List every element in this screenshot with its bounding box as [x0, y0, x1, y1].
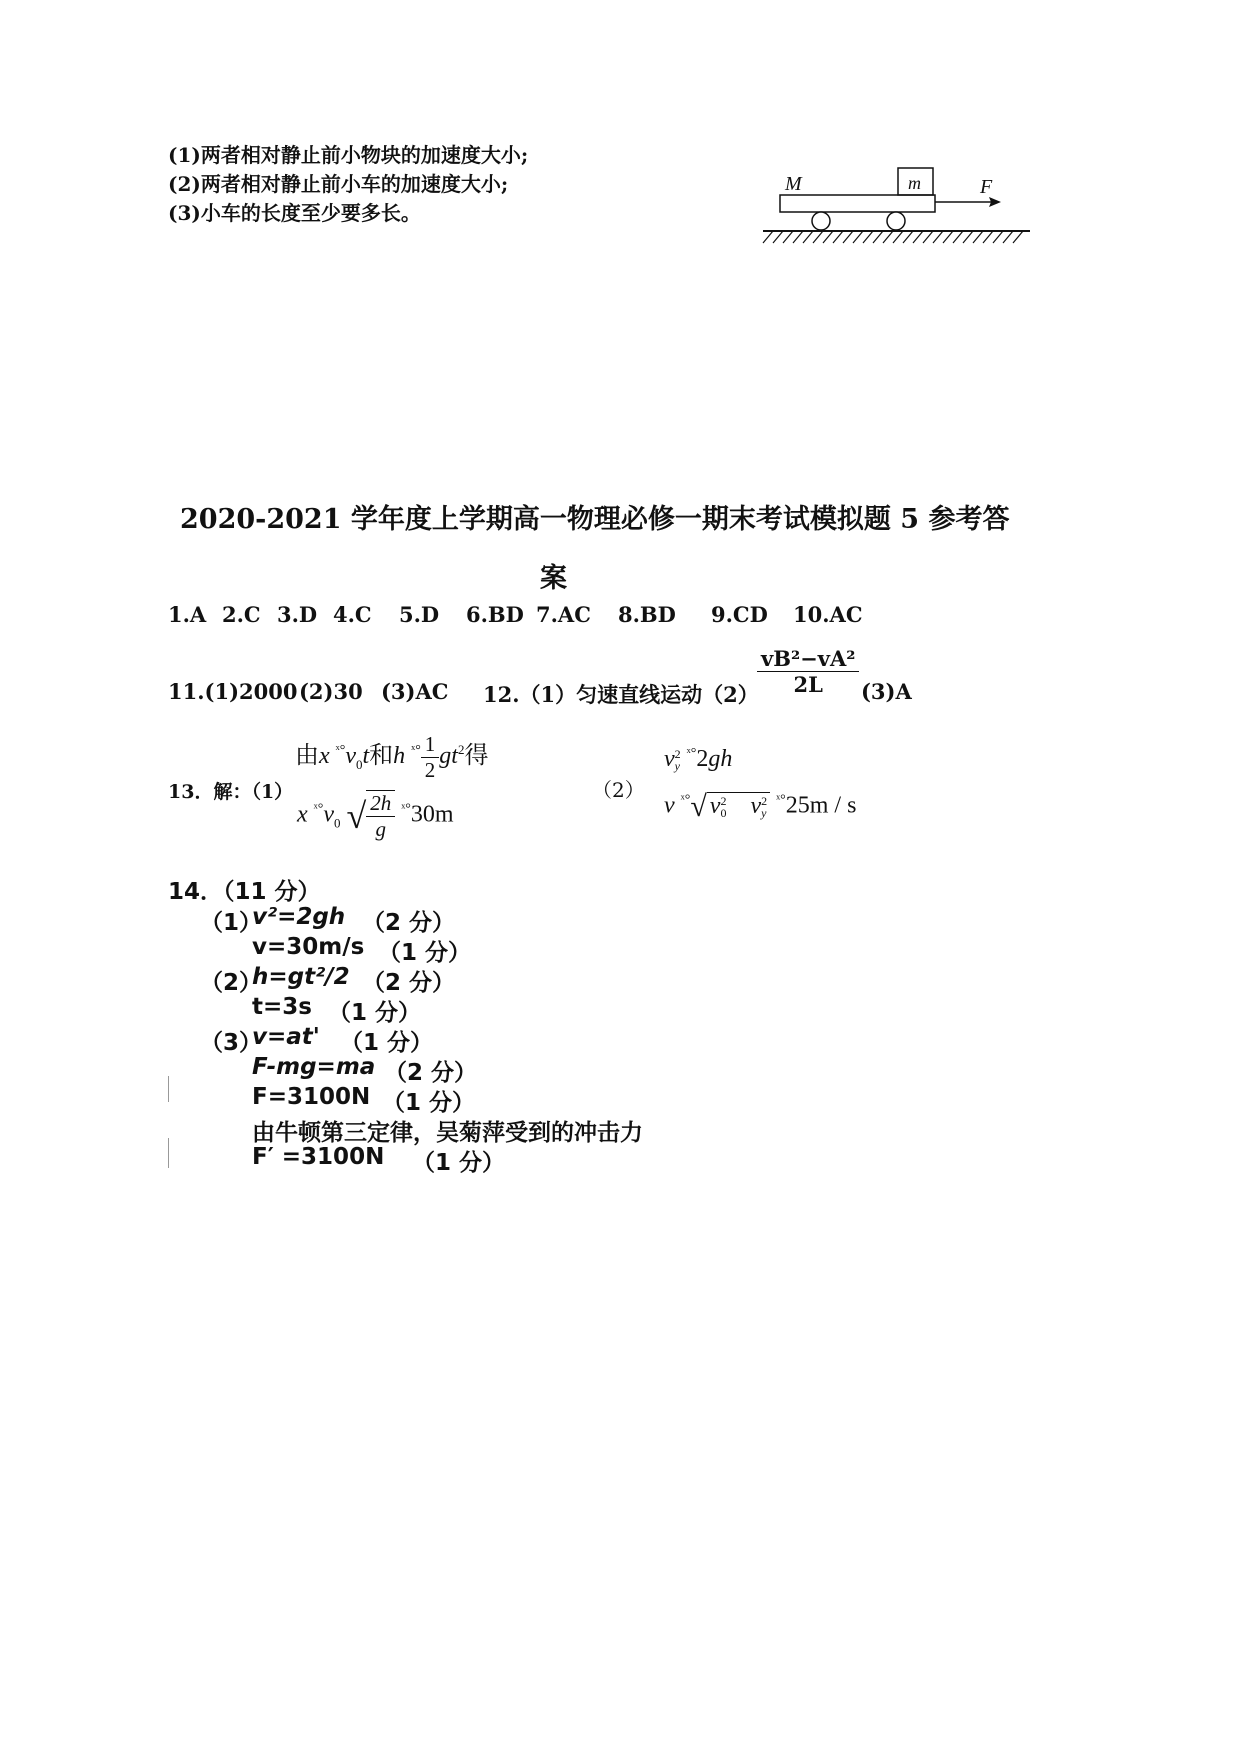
- q13-eq3: v 2 y $^{ˣ^\circ}$2gh: [664, 746, 733, 774]
- mc-answer-7: 7.AC: [536, 602, 591, 627]
- q14-eq-9: F′ =3100N: [252, 1144, 385, 1170]
- mc-answer-10: 10.AC: [793, 602, 863, 627]
- q13-part2-label: （2）: [592, 778, 645, 802]
- q13-de: 得: [464, 743, 489, 770]
- q13-he: 和: [369, 743, 394, 770]
- q14-label-1: （1）: [200, 910, 263, 936]
- q14-score-6: （2 分）: [384, 1060, 478, 1086]
- q14-eq-2: v=30m/s: [252, 934, 365, 960]
- q12-part3: (3)A: [861, 679, 912, 704]
- answer-title-line2: 案: [540, 563, 567, 594]
- label-M: M: [785, 173, 802, 195]
- q14-label-3: （3）: [200, 1030, 263, 1056]
- question-1: (1)两者相对静止前小物块的加速度大小;: [168, 143, 529, 167]
- q12-frac-denominator: 2L: [793, 672, 823, 697]
- mc-answer-8: 8.BD: [618, 602, 676, 627]
- q13-result2: 25m / s: [785, 792, 857, 819]
- answer-title-line1: 2020-2021 学年度上学期高一物理必修一期末考试模拟题 5 参考答: [180, 504, 1010, 535]
- q13-result1: 30m: [410, 801, 454, 828]
- q12-label: 12.（1）匀速直线运动（2）: [483, 682, 759, 707]
- q13-half-num: 1: [421, 732, 440, 758]
- q14-score-5: （1 分）: [340, 1030, 434, 1056]
- question-3: (3)小车的长度至少要多长。: [168, 201, 421, 225]
- scan-mark: [168, 1138, 169, 1168]
- mc-answer-2: 2.C: [222, 602, 261, 627]
- q14-eq-4: t=3s: [252, 994, 312, 1020]
- q13-eq2: x $^{ˣ^\circ}v_0$ √ $\frac{2h}{g}$ $^{ˣ^\circ}$30m: [297, 791, 454, 841]
- q13-half-den: 2: [424, 758, 436, 782]
- q11-part2: (2)30: [299, 679, 363, 704]
- q13-label: 13．解：（1）: [168, 781, 294, 803]
- question-2: (2)两者相对静止前小车的加速度大小;: [168, 172, 509, 196]
- mc-answer-5: 5.D: [399, 602, 440, 627]
- q13-eq4: v $^{ˣ^\circ}$√ v 2 0 v 2 y $^{ˣ^\circ}$25m / s: [664, 790, 857, 823]
- ground-hatching: [763, 231, 1023, 243]
- q14-eq-7: F=3100N: [252, 1084, 371, 1110]
- cart-diagram: [755, 160, 1040, 260]
- q14-label-2: （2）: [200, 970, 263, 996]
- cart-body: [780, 195, 935, 212]
- q14-eq-5: v=at': [252, 1024, 320, 1050]
- mc-answer-6: 6.BD: [466, 602, 524, 627]
- q14-score-1: （2 分）: [362, 910, 456, 936]
- q14-eq-1: v²=2gh: [252, 904, 346, 930]
- q14-score-7: （1 分）: [382, 1090, 476, 1116]
- q14-score-3: （2 分）: [362, 970, 456, 996]
- scan-mark: [168, 1076, 169, 1102]
- mc-answer-1: 1.A: [168, 602, 207, 627]
- wheel-left: [812, 212, 830, 230]
- wheel-right: [887, 212, 905, 230]
- q14-header: 14．（11 分）: [168, 879, 321, 905]
- q14-score-4: （1 分）: [328, 1000, 422, 1026]
- mc-answer-3: 3.D: [277, 602, 318, 627]
- q14-eq-3: h=gt²/2: [252, 964, 350, 990]
- q13-you: 由: [295, 743, 319, 770]
- q11-part3: (3)AC: [381, 679, 449, 704]
- mc-answer-9: 9.CD: [711, 602, 768, 627]
- q14-eq-8: 由牛顿第三定律，吴菊萍受到的冲击力: [252, 1120, 643, 1146]
- label-m: m: [908, 173, 921, 193]
- q12-fraction: [757, 646, 859, 697]
- q14-score-9: （1 分）: [412, 1150, 506, 1176]
- label-F: F: [980, 176, 993, 198]
- q14-score-2: （1 分）: [378, 940, 472, 966]
- q14-eq-6: F-mg=ma: [252, 1054, 376, 1080]
- q13-eq1: 由x $^{ˣ^\circ}v_0t$和h $^{ˣ^\circ}$ $\frac{1}{2}$ $gt^2$得: [295, 732, 489, 782]
- q11-part1: 11.(1)2000: [168, 679, 298, 704]
- mc-answer-4: 4.C: [333, 602, 372, 627]
- q12-frac-numerator: vB²−vA²: [757, 646, 859, 672]
